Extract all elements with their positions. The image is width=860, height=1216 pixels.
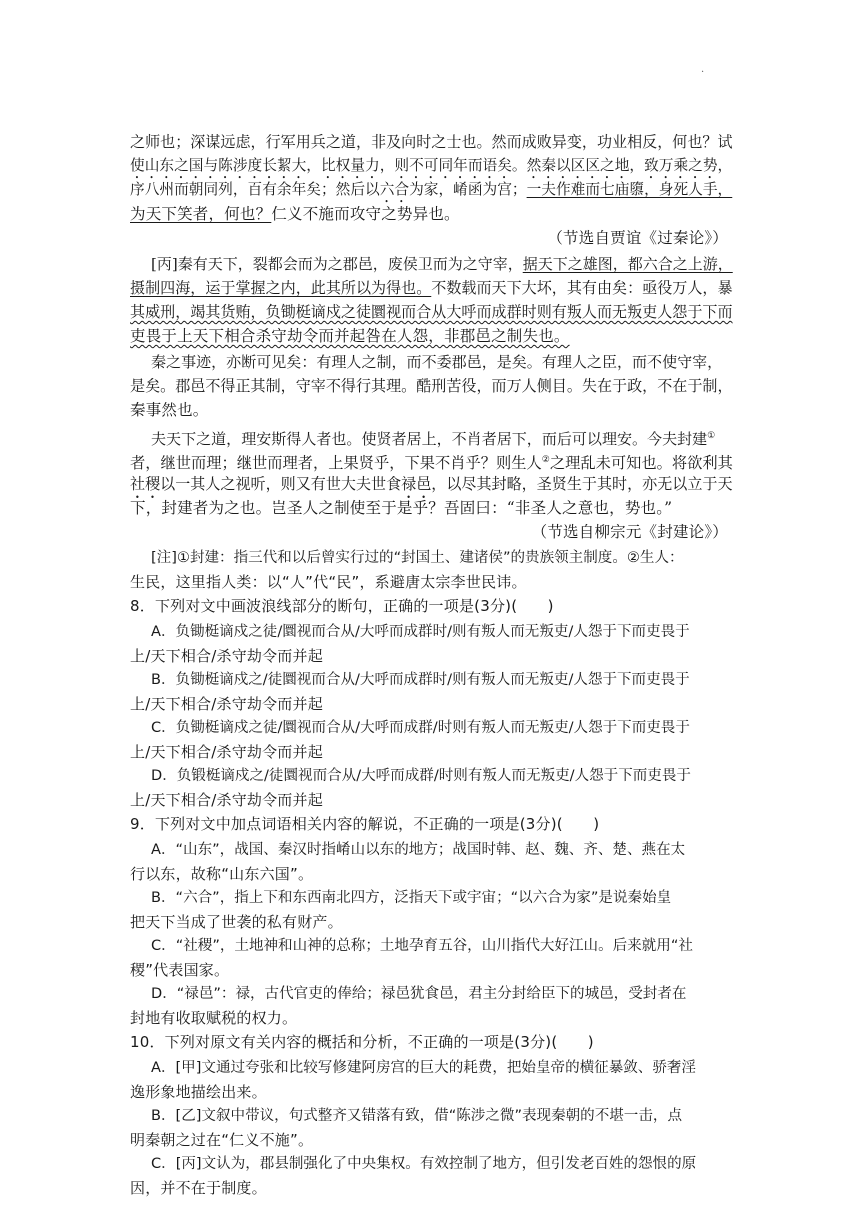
q10-option-c-cont: 因，并不在于制度。 xyxy=(130,1179,267,1197)
wavy-sentence-bing-end: 吏畏于上天下相合杀守劫令而并起咎在人怨，非郡邑之制失也。 xyxy=(130,327,570,345)
text-span: ，以尽其封略，圣贤生于其时，亦无以立于天 xyxy=(431,475,733,493)
text-span: 者，继世而理；继世而理者，上果贤乎，下果不肖乎？则生人 xyxy=(130,454,542,472)
q10-option-c: C．[丙]文认为，郡县制强化了中央集权。有效控制了地方，但引发老百姓的怨恨的原 xyxy=(151,1155,697,1172)
passage-yi-line-4 xyxy=(130,202,730,226)
question-10-stem: 10．下列对原文有关内容的概括和分析，不正确的一项是(3分)( ) xyxy=(130,1033,594,1051)
q8-option-c: C．负锄梃谪戍之徒/圜视而合从/大呼而成群/时则有叛人而无叛吏/人怨于下而吏畏于 xyxy=(151,719,690,736)
passage-bing-line-4 xyxy=(130,324,730,348)
q8-option-b-cont: 上/天下相合/杀守劫令而并起 xyxy=(130,695,323,713)
q10-option-a-cont: 逸形象地描绘出来。 xyxy=(130,1083,267,1101)
question-9-stem: 9．下列对文中加点词语相关内容的解说，不正确的一项是(3分)( ) xyxy=(130,815,600,833)
passage-bing-p3-line-3 xyxy=(130,472,733,496)
wavy-sentence-bing: 其威刑，竭其货贿，负锄梃谪戍之徒圜视而合从大呼而成群时则有叛人而无叛吏人怨于下而 xyxy=(130,303,733,321)
passage-yi-line-2 xyxy=(130,154,733,178)
text-span: 为家，崤函为宫； xyxy=(409,181,527,198)
passage-bing-line-1 xyxy=(151,252,751,276)
q8-option-d: D．负锻梃谪戍之/徒圜视而合从/大呼而成群/时则有叛人而无叛吏/人怨于下而吏畏于 xyxy=(151,767,691,784)
q8-option-a-cont: 上/天下相合/杀守劫令而并起 xyxy=(130,647,323,665)
text-span: 以一其人之视听，则又有世大夫世食 xyxy=(160,475,402,493)
passage-bing-line-2 xyxy=(130,276,733,300)
sheji-dotted: 社稷 xyxy=(130,475,161,493)
text-span: 之理乱未可知也。将欲利其 xyxy=(549,454,733,472)
passage-bing-p2-line-2: 是矣。郡邑不得正其制，守宰不得行其理。酷刑苦役，而万人侧目。失在于政，不在于制， xyxy=(130,377,733,395)
underlined-sentence-bing-end: 摄制四海，运于掌握之内，此其所以为得也。 xyxy=(130,279,432,297)
footnote-mark-2: ② xyxy=(541,455,550,465)
underlined-sentence-bing: 据天下之雄图，都六合之上游， xyxy=(522,255,733,273)
q10-option-b: B．[乙]文叙中带议，句式整齐又错落有致，借“陈涉之微”表现秦朝的不堪一击，点 xyxy=(151,1107,682,1124)
q10-option-b-cont: 明秦朝之过在“仁义不施”。 xyxy=(130,1131,314,1149)
luyi-dotted: 禄邑 xyxy=(401,475,432,493)
q8-option-c-cont: 上/天下相合/杀守劫令而并起 xyxy=(130,743,323,761)
text-span: [丙]秦有天下，裂都会而为之郡邑，废侯卫而为之守宰， xyxy=(151,255,523,273)
text-span: 序八州而朝同列，百有余年矣；然后以 xyxy=(130,181,380,198)
q9-option-a-cont: 行以东，故称“山东六国”。 xyxy=(130,865,314,883)
underlined-sentence-yi: 一夫作难而七庙隳，身死人手， xyxy=(526,181,733,198)
text-span: 不数载而天下大坏，其有由矣：亟役万人，暴 xyxy=(431,279,733,297)
passage-bing-p3-line-1 xyxy=(151,424,751,448)
note-line-2: 生民，这里指人类：以“人”代“民”，系避唐太宗李世民讳。 xyxy=(130,573,527,591)
liuhe-dotted: 六合 xyxy=(379,181,410,198)
q8-option-b: B．负锄梃谪戍之/徒圜视而合从/大呼而成群时/则有叛人而无叛吏/人怨于下而吏畏于 xyxy=(151,671,690,688)
footnote-mark-1: ① xyxy=(707,431,716,441)
q9-option-c-cont: 稷”代表国家。 xyxy=(130,961,230,979)
passage-bing-p2-line-3: 秦事然也。 xyxy=(130,401,209,419)
passage-bing-line-3 xyxy=(130,300,733,324)
q9-option-c: C．“社稷”，土地神和山神的总称；土地孕育五谷，山川指代大好江山。后来就用“社 xyxy=(151,937,693,954)
q9-option-d: D．“禄邑”：禄，古代官吏的俸给；禄邑犹食邑，君主分封给臣下的城邑，受封者在 xyxy=(151,985,687,1002)
underlined-sentence-yi-end: 为天下笑者，何也？ xyxy=(130,205,272,223)
passage-bing-p3-line-2 xyxy=(130,448,733,472)
passage-bing-p3-line-4: 下，封建者为之也。岂圣人之制使至于是乎？吾固曰：“非圣人之意也，势也。” xyxy=(130,499,673,517)
q9-option-b-cont: 把天下当成了世袭的私有财产。 xyxy=(130,913,343,931)
top-mark: · xyxy=(701,67,705,78)
passage-bing-p2-line-1: 秦之事迹，亦断可见矣：有理人之制，而不委郡邑，是矣。有理人之臣，而不使守宰， xyxy=(151,353,723,371)
q8-option-a: A．负锄梃谪戍之徒/圜视而合从/大呼而成群时/则有叛人而无叛吏/人怨于下而吏畏于 xyxy=(151,623,690,640)
passage-yi-line-1: 之师也；深谋远虑，行军用兵之道，非及向时之士也。然而成败异变，功业相反，何也？试 xyxy=(130,133,733,151)
q9-option-b: B．“六合”，指上下和东西南北四方，泛指天下或宇宙；“以六合为家”是说秦始皇 xyxy=(151,889,672,906)
text-span: 夫天下之道，理安斯得人者也。使贤者居上，不肖者居下，而后可以理安。今夫封建 xyxy=(151,430,708,448)
source-guoqinlun: （节选自贾谊《过秦论》） xyxy=(547,229,728,247)
passage-yi-line-3 xyxy=(130,178,733,202)
question-8-stem: 8．下列对文中画波浪线部分的断句，正确的一项是(3分)( ) xyxy=(130,597,554,615)
shandong-dotted: 使山东之国与陈涉度长絜大，比权量力，则不可同年而语矣。然秦以区区之地，致万乘之势， xyxy=(130,157,733,174)
q9-option-d-cont: 封地有收取赋税的权力。 xyxy=(130,1009,298,1027)
q9-option-a: A．“山东”，战国、秦汉时指崤山以东的地方；战国时韩、赵、魏、齐、楚、燕在太 xyxy=(151,841,686,858)
text-span: 仁义不施而攻守之势异也。 xyxy=(271,205,460,223)
note-line-1: [注]①封建：指三代和以后曾实行过的“封国土、建诸侯”的贵族领主制度。②生人： xyxy=(151,549,684,566)
q8-option-d-cont: 上/天下相合/杀守劫令而并起 xyxy=(130,791,323,809)
source-fengjianlun: （节选自柳宗元《封建论》） xyxy=(531,523,728,541)
q10-option-a: A．[甲]文通过夸张和比较写修建阿房宫的巨大的耗费，把始皇帝的横征暴敛、骄奢淫 xyxy=(151,1059,696,1076)
